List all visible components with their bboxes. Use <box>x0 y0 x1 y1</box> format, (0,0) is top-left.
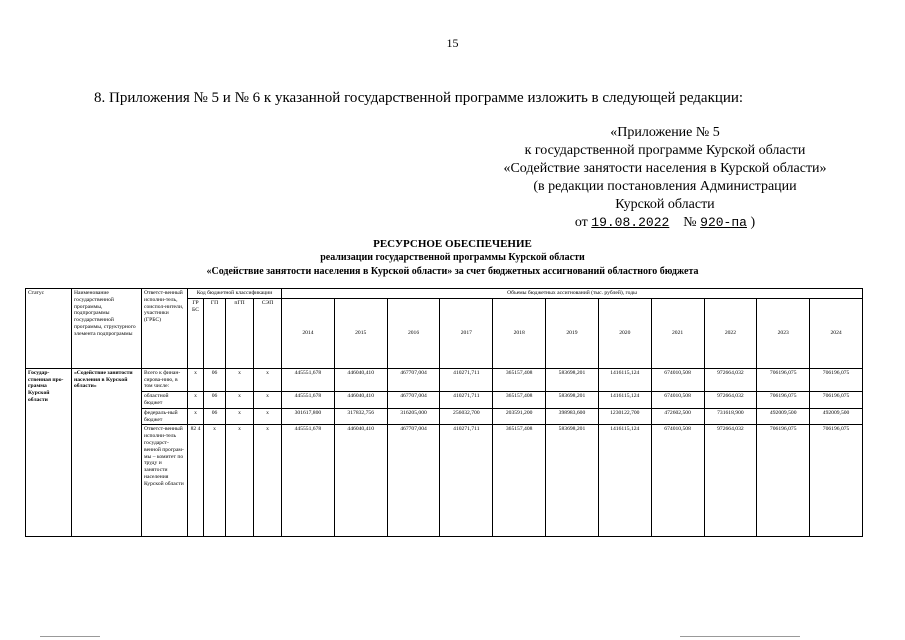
code-cell: x <box>254 392 282 409</box>
value-cell: 446040,410 <box>334 368 387 391</box>
appendix-line-3: «Содействие занятости населения в Курской области» <box>503 161 827 176</box>
value-cell: 445551,678 <box>282 392 335 409</box>
header-year: 2018 <box>493 298 546 368</box>
value-cell: 492009,500 <box>810 408 863 425</box>
code-cell: 06 <box>204 392 226 409</box>
header-code-grbs: ГР БС <box>188 298 204 368</box>
appendix-line-2: к государственной программе Курской области <box>524 143 806 158</box>
code-cell: x <box>188 392 204 409</box>
appendix-date: 19.08.2022 <box>591 215 670 230</box>
value-cell: 1230122,700 <box>598 408 651 425</box>
executor-cell: федераль-ный бюджет <box>142 408 188 425</box>
scan-artifact-line <box>40 636 100 637</box>
value-cell: 446040,410 <box>334 425 387 537</box>
value-cell: 583698,201 <box>546 425 599 537</box>
value-cell: 1416115,124 <box>598 368 651 391</box>
status-cell: Государ-ственная про-грамма Курской области <box>26 368 72 537</box>
value-cell: 445551,678 <box>282 425 335 537</box>
header-year: 2024 <box>810 298 863 368</box>
value-cell: 365157,408 <box>493 425 546 537</box>
value-cell: 972664,032 <box>704 425 757 537</box>
value-cell: 972664,032 <box>704 392 757 409</box>
date-prefix: от <box>574 215 588 230</box>
header-budget-code: Код бюджетной классификации <box>188 289 282 299</box>
value-cell: 492009,500 <box>757 408 810 425</box>
code-cell: x <box>254 368 282 391</box>
value-cell: 706196,075 <box>757 392 810 409</box>
header-year: 2020 <box>598 298 651 368</box>
value-cell: 256032,700 <box>440 408 493 425</box>
header-code-sep: СЭП <box>254 298 282 368</box>
value-cell: 317832,756 <box>334 408 387 425</box>
value-cell: 1416115,124 <box>598 392 651 409</box>
header-code-gp: ГП <box>204 298 226 368</box>
value-cell: 583698,201 <box>546 392 599 409</box>
scan-artifact-line <box>680 636 800 637</box>
header-name: Наименование государственной программы, подпрограммы государственной программы, структурного элемента подпрограммы <box>72 289 142 369</box>
value-cell: 410271,711 <box>440 368 493 391</box>
code-cell: x <box>188 368 204 391</box>
code-cell: 82 4 <box>188 425 204 537</box>
value-cell: 365157,408 <box>493 392 546 409</box>
paragraph-8: 8. Приложения № 5 и № 6 к указанной государственной программе изложить в следующей редакции: <box>94 90 744 106</box>
closing-paren: ) <box>750 215 756 230</box>
value-cell: 398983,600 <box>546 408 599 425</box>
title-line-1: РЕСУРСНОЕ ОБЕСПЕЧЕНИЕ <box>373 238 532 250</box>
value-cell: 467707,004 <box>387 425 440 537</box>
value-cell: 706196,075 <box>757 425 810 537</box>
value-cell: 301617,800 <box>282 408 335 425</box>
table-row <box>26 425 863 537</box>
title-line-3: «Содействие занятости населения в Курской области» за счет бюджетных ассигнований областного бюджета <box>206 266 699 277</box>
program-name-cell: «Содействие занятости населения в Курской области» <box>72 368 142 537</box>
code-cell: x <box>254 425 282 537</box>
value-cell: 316205,000 <box>387 408 440 425</box>
value-cell: 203591,200 <box>493 408 546 425</box>
value-cell: 445551,678 <box>282 368 335 391</box>
value-cell: 1416115,124 <box>598 425 651 537</box>
header-year: 2014 <box>282 298 335 368</box>
value-cell: 467707,004 <box>387 368 440 391</box>
code-cell: x <box>226 392 254 409</box>
resource-table <box>25 288 863 537</box>
header-volumes: Объемы бюджетных ассигнований (тыс. рублей), годы <box>282 289 863 299</box>
value-cell: 467707,004 <box>387 392 440 409</box>
code-cell: x <box>226 425 254 537</box>
value-cell: 706196,075 <box>810 392 863 409</box>
title-line-2: реализации государственной программы Курской области <box>320 252 585 263</box>
header-year: 2021 <box>651 298 704 368</box>
header-code-pgp: пГП <box>226 298 254 368</box>
value-cell: 410271,711 <box>440 392 493 409</box>
executor-cell: областной бюджет <box>142 392 188 409</box>
appendix-line-4: (в редакции постановления Администрации <box>533 179 797 194</box>
code-cell: x <box>226 408 254 425</box>
code-cell: x <box>254 408 282 425</box>
value-cell: 706196,075 <box>810 368 863 391</box>
header-year: 2015 <box>334 298 387 368</box>
value-cell: 410271,711 <box>440 425 493 537</box>
code-cell: x <box>204 425 226 537</box>
table-row <box>26 368 863 391</box>
page-number: 15 <box>446 36 459 50</box>
executor-cell: Всего к финан-сирова-нию, в том числе: <box>142 368 188 391</box>
header-year: 2022 <box>704 298 757 368</box>
header-executor: Ответст-венный исполни-тель, соиспол-нители, участники (ГРБС) <box>142 289 188 369</box>
header-status: Статус <box>26 289 72 369</box>
appendix-date-line <box>470 214 860 232</box>
value-cell: 972664,032 <box>704 368 757 391</box>
appendix-line-1: «Приложение № 5 <box>610 125 720 140</box>
value-cell: 472602,500 <box>651 408 704 425</box>
code-cell: x <box>226 368 254 391</box>
header-year: 2016 <box>387 298 440 368</box>
code-cell: x <box>188 408 204 425</box>
number-prefix: № <box>683 215 697 230</box>
value-cell: 674010,508 <box>651 392 704 409</box>
table-row <box>26 392 863 409</box>
header-year: 2023 <box>757 298 810 368</box>
value-cell: 583698,201 <box>546 368 599 391</box>
value-cell: 731618,900 <box>704 408 757 425</box>
code-cell: 06 <box>204 408 226 425</box>
header-year: 2019 <box>546 298 599 368</box>
value-cell: 706196,075 <box>757 368 810 391</box>
value-cell: 365157,408 <box>493 368 546 391</box>
value-cell: 674010,508 <box>651 425 704 537</box>
value-cell: 446040,410 <box>334 392 387 409</box>
table-row <box>26 408 863 425</box>
value-cell: 674010,508 <box>651 368 704 391</box>
appendix-number: 920-па <box>700 215 747 230</box>
header-year: 2017 <box>440 298 493 368</box>
code-cell: 06 <box>204 368 226 391</box>
value-cell: 706196,075 <box>810 425 863 537</box>
executor-cell: Ответст-венный исполни-тель государст-венной програм-мы – комитет по труду и занятости населения Курской области <box>142 425 188 537</box>
appendix-line-5: Курской области <box>615 197 715 212</box>
